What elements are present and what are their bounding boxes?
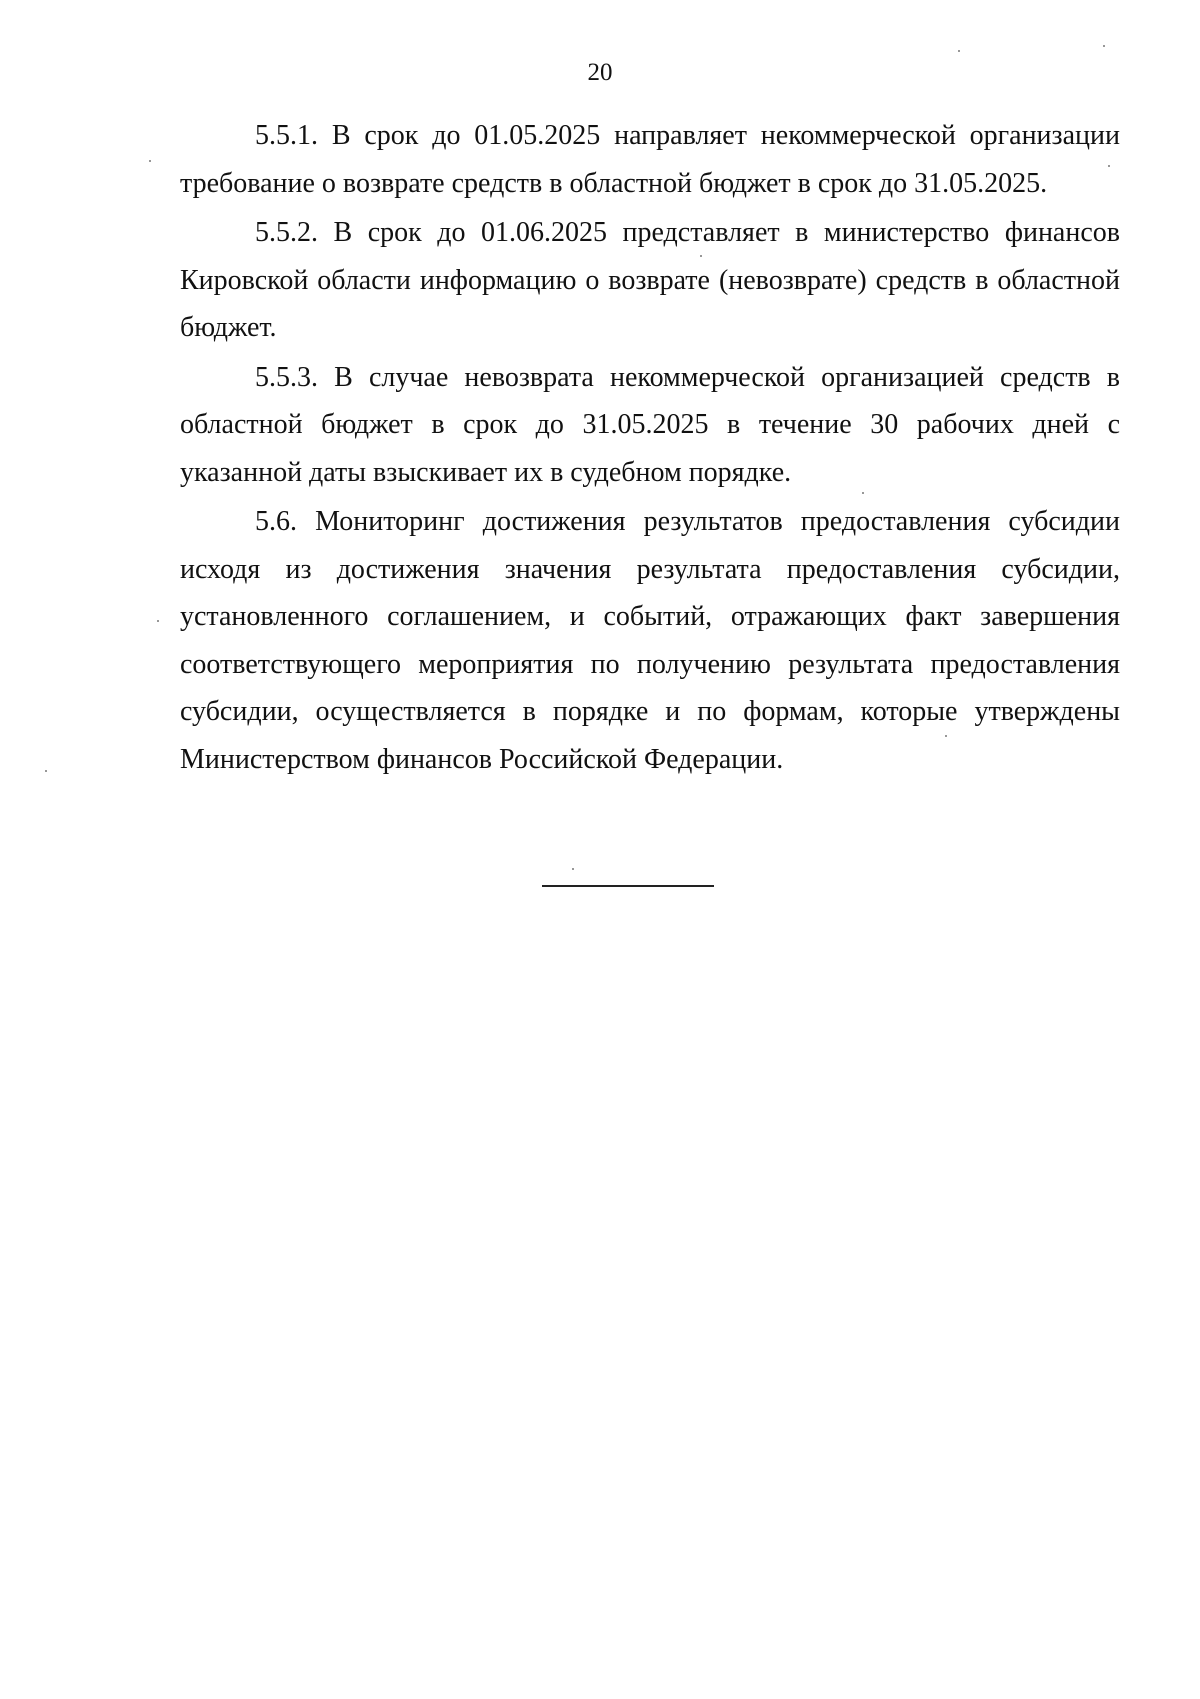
document-body — [180, 112, 1120, 785]
paragraph-5-5-1: 5.5.1. В срок до 01.05.2025 направляет некоммерческой организации требование о возврате средств в областной бюджет в срок до 31.05.2025. — [180, 120, 1120, 199]
scan-speck — [700, 255, 702, 257]
end-of-text-rule — [542, 885, 714, 887]
paragraph-5-6: 5.6. Мониторинг достижения результатов предоставления субсидии исходя из достижения значения результата предоставления субсидии, установленного соглашением, и событий, отражающих факт завершения соответствующего мероприятия по получению результата предоставления субсидии, осуществляется в порядке и по формам, которые утверждены Министерством финансов Российской Федерации. — [180, 506, 1120, 775]
scan-speck — [1108, 165, 1110, 167]
paragraph-5-5-3: 5.5.3. В случае невозврата некоммерческой организацией средств в областной бюджет в срок до 31.05.2025 в течение 30 рабочих дней с указанной даты взыскивает их в судебном порядке. — [180, 361, 1120, 488]
scan-speck — [572, 868, 574, 870]
paragraph-5-5-2: 5.5.2. В срок до 01.06.2025 представляет в министерство финансов Кировской области информацию о возврате (невозврате) средств в областной бюджет. — [180, 217, 1120, 343]
scan-speck — [157, 620, 159, 622]
scan-speck — [149, 160, 151, 162]
page-number: 20 — [587, 59, 613, 86]
scan-speck — [1103, 45, 1105, 47]
scan-speck — [862, 492, 864, 494]
scan-speck — [945, 735, 947, 737]
scan-speck — [45, 770, 47, 772]
scan-speck — [958, 50, 960, 52]
